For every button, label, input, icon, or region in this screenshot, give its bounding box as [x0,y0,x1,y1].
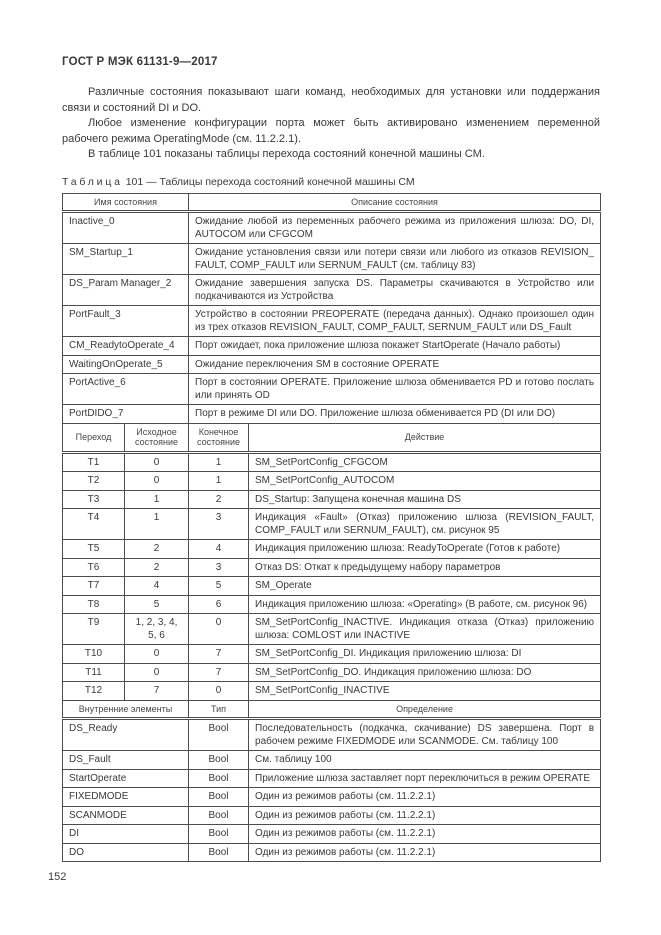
state-name: PortDIDO_7 [63,405,189,424]
states-header-name: Имя состояния [63,193,189,212]
transition-source: 0 [125,452,189,472]
transition-action: DS_Startup: Запущена конечная машина DS [249,490,601,509]
transition-target: 7 [189,663,249,682]
internal-type: Bool [189,751,249,770]
doc-header-title: ГОСТ Р МЭК 61131-9—2017 [62,56,218,68]
state-name: PortFault_3 [63,306,189,337]
transition-target: 3 [189,558,249,577]
internal-definition: Один из режимов работы (см. 11.2.2.1) [249,788,601,807]
transition-action: SM_SetPortConfig_INACTIVE [249,682,601,701]
state-row [63,275,601,306]
transition-target: 5 [189,577,249,596]
states-header-description: Описание состояния [189,193,601,212]
transition-row [63,540,601,559]
transition-row [63,595,601,614]
transition-action: SM_SetPortConfig_DO. Индикация приложению шлюза: DO [249,663,601,682]
internals-header-type: Тип [189,700,249,719]
transition-action: SM_SetPortConfig_AUTOCOM [249,472,601,491]
transition-id: T9 [63,614,125,645]
state-row [63,405,601,424]
transition-row [63,577,601,596]
internal-type: Bool [189,769,249,788]
state-row [63,355,601,374]
transition-target: 0 [189,614,249,645]
transitions-header-transition: Переход [63,423,125,452]
internal-definition: Один из режимов работы (см. 11.2.2.1) [249,825,601,844]
transition-target: 0 [189,682,249,701]
transition-row [63,558,601,577]
state-row [63,306,601,337]
transition-target: 1 [189,472,249,491]
table-caption-text: 101 — Таблицы перехода состояний конечной машины СМ [125,175,415,188]
state-description: Порт в состоянии OPERATE. Приложение шлюза обменивается PD и готово послать или принять OD [189,374,601,405]
internal-row [63,825,601,844]
transition-target: 4 [189,540,249,559]
paragraph: Различные состояния показывают шаги команд, необходимых для установки или поддержания связи и состояний DI и DO. [62,86,600,114]
internal-definition: Один из режимов работы (см. 11.2.2.1) [249,806,601,825]
state-row [63,244,601,275]
state-description: Ожидание переключения SM в состояние OPERATE [189,355,601,374]
transition-id: T2 [63,472,125,491]
state-description: Порт в режиме DI или DO. Приложение шлюза обменивается PD (DI или DO) [189,405,601,424]
paragraph: Любое изменение конфигурации порта может быть активировано изменением переменной рабочего режима OperatingMode (см. 11.2.2.1). [62,117,600,145]
internal-row [63,788,601,807]
internal-element: DO [63,843,189,862]
state-row [63,374,601,405]
transitions-header-target: Конечное состояние [189,423,249,452]
transition-source: 0 [125,472,189,491]
transition-id: T1 [63,452,125,472]
internal-definition: Приложение шлюза заставляет порт переключиться в режим OPERATE [249,769,601,788]
internal-element: SCANMODE [63,806,189,825]
transition-action: Индикация приложению шлюза: ReadyToOperate (Готов к работе) [249,540,601,559]
internal-element: StartOperate [63,769,189,788]
internal-element: DS_Ready [63,719,189,751]
internal-definition: Последовательность (подкачка, скачивание) DS завершена. Порт в рабочем режиме FIXEDMODE или SCANMODE. См. таблицу 100 [249,719,601,751]
transition-row [63,645,601,664]
transition-action: Индикация приложению шлюза: «Operating» (В работе, см. рисунок 96) [249,595,601,614]
state-name: Inactive_0 [63,212,189,244]
state-row [63,212,601,244]
transition-source: 5 [125,595,189,614]
transition-row [63,472,601,491]
transition-source: 2 [125,558,189,577]
transition-id: T5 [63,540,125,559]
internal-row [63,719,601,751]
internal-row [63,769,601,788]
transition-target: 1 [189,452,249,472]
internal-row [63,806,601,825]
transition-id: T10 [63,645,125,664]
table-caption-label: Таблица [62,175,123,188]
internal-element: DI [63,825,189,844]
transition-action: SM_SetPortConfig_CFGCOM [249,452,601,472]
transition-id: T8 [63,595,125,614]
page-number: 152 [48,871,67,883]
transition-id: T7 [63,577,125,596]
state-name: DS_Param Manager_2 [63,275,189,306]
state-description: Ожидание завершения запуска DS. Параметры скачиваются в Устройство или подкачиваются из Устройства [189,275,601,306]
transition-target: 3 [189,509,249,540]
state-row [63,337,601,356]
transition-source: 0 [125,663,189,682]
transition-source: 1, 2, 3, 4, 5, 6 [125,614,189,645]
transition-row [63,490,601,509]
state-description: Ожидание любой из переменных рабочего режима из приложения шлюза: DO, DI, AUTOCOM или CFGCOM [189,212,601,244]
transition-target: 7 [189,645,249,664]
internal-definition: См. таблицу 100 [249,751,601,770]
transition-row [63,509,601,540]
transition-id: T3 [63,490,125,509]
internal-element: FIXEDMODE [63,788,189,807]
internal-row [63,751,601,770]
internal-row [63,843,601,862]
state-machine-table [62,193,601,863]
state-name: WaitingOnOperate_5 [63,355,189,374]
transition-source: 1 [125,509,189,540]
state-description: Устройство в состоянии PREOPERATE (передача данных). Однако произошел один из трех отказов REVISION_FAULT, COMP_FAULT, SERNUM_FAULT или DS_Fault [189,306,601,337]
transition-action: Отказ DS: Откат к предыдущему набору параметров [249,558,601,577]
internals-header-definition: Определение [249,700,601,719]
table-caption [62,176,600,188]
internal-type: Bool [189,825,249,844]
state-description: Ожидание установления связи или потери связи или любого из отказов REVISION_ FAULT, COMP_FAULT или SERNUM_FAULT (см. таблицу 83) [189,244,601,275]
transitions-header-row [63,423,601,452]
transition-id: T4 [63,509,125,540]
transition-action: SM_SetPortConfig_DI. Индикация приложению шлюза: DI [249,645,601,664]
transition-target: 6 [189,595,249,614]
transition-source: 2 [125,540,189,559]
transition-source: 4 [125,577,189,596]
internal-type: Bool [189,806,249,825]
transition-source: 0 [125,645,189,664]
transitions-header-action: Действие [249,423,601,452]
transition-id: T6 [63,558,125,577]
internal-element: DS_Fault [63,751,189,770]
internal-type: Bool [189,843,249,862]
internal-type: Bool [189,788,249,807]
transition-action: SM_Operate [249,577,601,596]
transition-target: 2 [189,490,249,509]
transition-row [63,663,601,682]
transition-id: T12 [63,682,125,701]
transition-id: T11 [63,663,125,682]
transition-action: SM_SetPortConfig_INACTIVE. Индикация отказа (Отказ) приложению шлюза: COMLOST или INACTIVE [249,614,601,645]
transitions-header-source: Исходное состояние [125,423,189,452]
transition-row [63,682,601,701]
state-description: Порт ожидает, пока приложение шлюза покажет StartOperate (Начало работы) [189,337,601,356]
internals-header-row [63,700,601,719]
state-name: SM_Startup_1 [63,244,189,275]
internal-type: Bool [189,719,249,751]
transition-source: 7 [125,682,189,701]
transition-row [63,452,601,472]
transition-source: 1 [125,490,189,509]
internal-definition: Один из режимов работы (см. 11.2.2.1) [249,843,601,862]
internals-header-element: Внутренние элементы [63,700,189,719]
transition-row [63,614,601,645]
state-name: CM_ReadytoOperate_4 [63,337,189,356]
state-name: PortActive_6 [63,374,189,405]
transition-action: Индикация «Fault» (Отказ) приложению шлюза (REVISION_FAULT, COMP_FAULT или SERNUM_FAULT), см. рисунок 95 [249,509,601,540]
paragraph: В таблице 101 показаны таблицы перехода состояний конечной машины СМ. [88,148,485,160]
states-header-row [63,193,601,212]
